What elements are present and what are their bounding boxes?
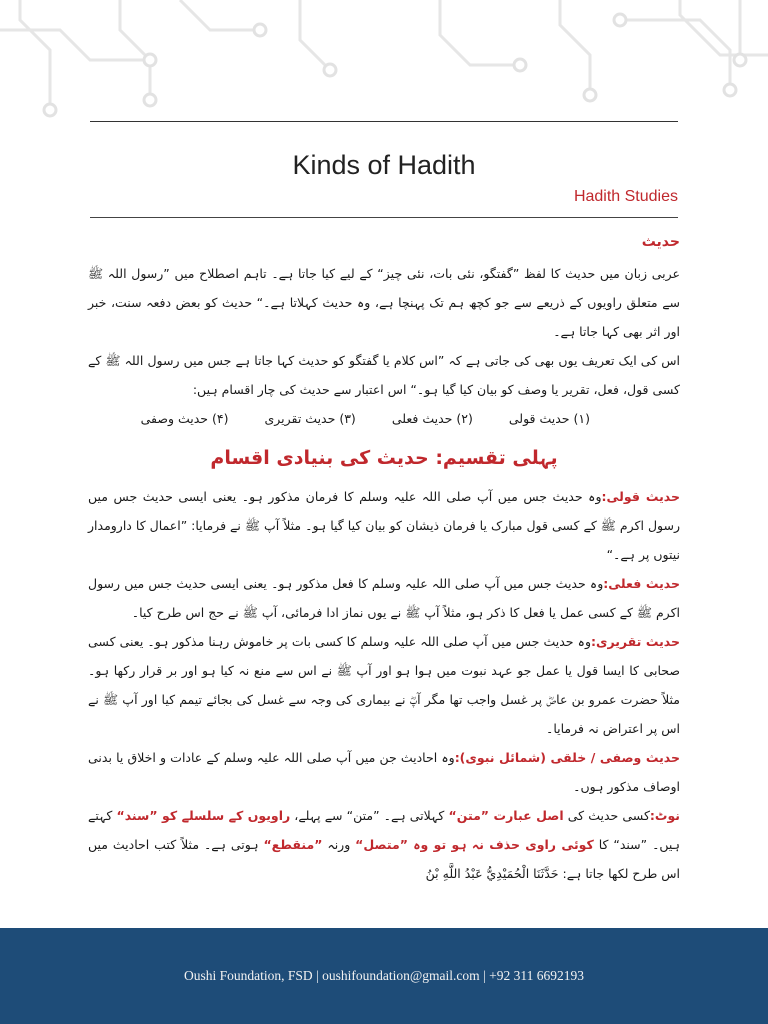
note-highlight: کوئی راوی حذف نہ ہو تو وہ ”متصل“: [355, 837, 594, 852]
section-heading-hadith: حدیث: [641, 234, 680, 250]
page-title: Kinds of Hadith: [292, 150, 476, 180]
term-text: وہ حدیث جس میں آپ صلی اللہ علیہ وسلم کا کسی بات پر خاموش رہنا مذکور ہو۔ یعنی کسی صحابی کا ایسا قول یا عمل جو عہد نبوت میں ہوا ہو اور آپ ﷺ نے اس سے منع نہ کیا ہو اور بر قرار رکھا ہو۔ مثلاً حضرت عمرو بن عاصؓ پر غسل واجب تھا مگر آپؓ نے بیماری کی وجہ سے غسل کی بجائے تیمم کیا اور آپ ﷺ نے اس پر اعتراض نہ فرمایا۔: [88, 634, 680, 736]
note-highlight: راویوں کے سلسلے کو ”سند“: [116, 808, 291, 823]
term-label: حدیث تقریری:: [590, 634, 680, 649]
definition-taqriri: [88, 627, 680, 743]
kinds-list: [88, 404, 680, 434]
circuit-decoration: [0, 0, 768, 130]
note-text: کہتے ہیں۔ ”سند“ کا: [88, 808, 680, 852]
kind-item: (۱) حدیث قولی: [508, 411, 590, 426]
note-text: ہوتی ہے۔ مثلاً کتب احادیث میں اس طرح لکھا جاتا ہے: حَدَّثَنَا الْحُمَيْدِيُّ عَبْدُ اللَّهِ بْنُ: [88, 837, 680, 881]
paragraph-second-definition: اس کی ایک تعریف یوں بھی کی جاتی ہے کہ ”اس کلام یا گفتگو کو حدیث کہا جاتا ہے جس میں رسول اللہ ﷺ کے کسی قول، فعل، تقریر یا وصف کو بیان کیا گیا ہو۔“ اس اعتبار سے حدیث کی چار اقسام ہیں:: [88, 353, 680, 397]
kind-item: (۲) حدیث فعلی: [391, 411, 473, 426]
term-label: حدیث قولی:: [601, 489, 680, 504]
paragraph-definition: عربی زبان میں حدیث کا لفظ ”گفتگو، نئی بات، نئی چیز“ کے لیے کیا جاتا ہے۔ تاہم اصطلاح میں ”رسول اللہ ﷺ سے متعلق راویوں کے ذریعے سے جو کچھ ہم تک پہنچا ہے، وہ حدیث کہلاتا ہے۔“ حدیث کو بعض دفعہ سنت، خبر اور اثر بھی کہا جاتا ہے۔: [88, 266, 680, 339]
note-highlight: اصل عبارت ”متن“: [448, 808, 564, 823]
note-highlight: ”منقطع“: [263, 837, 323, 852]
footer-contact: Oushi Foundation, FSD | oushifoundation@gmail.com | +92 311 6692193: [184, 968, 584, 983]
definition-qawli: [88, 482, 680, 569]
term-label: حدیث فعلی:: [603, 576, 680, 591]
page-subtitle: Hadith Studies: [573, 188, 678, 205]
header-rule: [90, 121, 678, 122]
note-text: کسی حدیث کی: [563, 808, 650, 823]
document-body: [88, 225, 680, 888]
term-text: وہ حدیث جس میں آپ صلی اللہ علیہ وسلم کا فرمان مذکور ہو۔ یعنی ایسی حدیث جس میں رسول اکرم ﷺ کے کسی قول مبارک یا فرمان ذیشان کو بیان کیا گیا ہو۔ مثلاً آپ ﷺ نے فرمایا: ”اعمال کا دارومدار نیتوں پر ہے۔“: [88, 489, 680, 562]
note-label: نوٹ:: [649, 808, 680, 823]
kind-item: (۳) حدیث تقریری: [264, 411, 356, 426]
definition-feli: [88, 569, 680, 627]
term-text: وہ احادیث جن میں آپ صلی اللہ علیہ وسلم کے عادات و اخلاق یا بدنی اوصاف مذکور ہوں۔: [88, 750, 680, 794]
kind-item: (۴) حدیث وصفی: [140, 411, 229, 426]
note-text: کہلاتی ہے۔ ”متن“ سے پہلے،: [290, 808, 449, 823]
term-label: حدیث وصفی / خلقی (شمائل نبوی):: [454, 750, 680, 765]
term-text: وہ حدیث جس میں آپ صلی اللہ علیہ وسلم کا فعل مذکور ہو۔ یعنی ایسی حدیث جس میں رسول اکرم ﷺ کے کسی عمل یا فعل کا ذکر ہو، مثلاً آپ ﷺ نے یوں نماز ادا فرمائی، آپ ﷺ نے حج اس طرح کیا۔: [88, 576, 680, 620]
note-text: ورنہ: [322, 837, 356, 852]
definition-wasfi: [88, 743, 680, 801]
subtitle-rule: [90, 217, 678, 218]
section-heading-first-division: پہلی تقسیم: حدیث کی بنیادی اقسام: [210, 447, 558, 469]
note-paragraph: [88, 801, 680, 888]
